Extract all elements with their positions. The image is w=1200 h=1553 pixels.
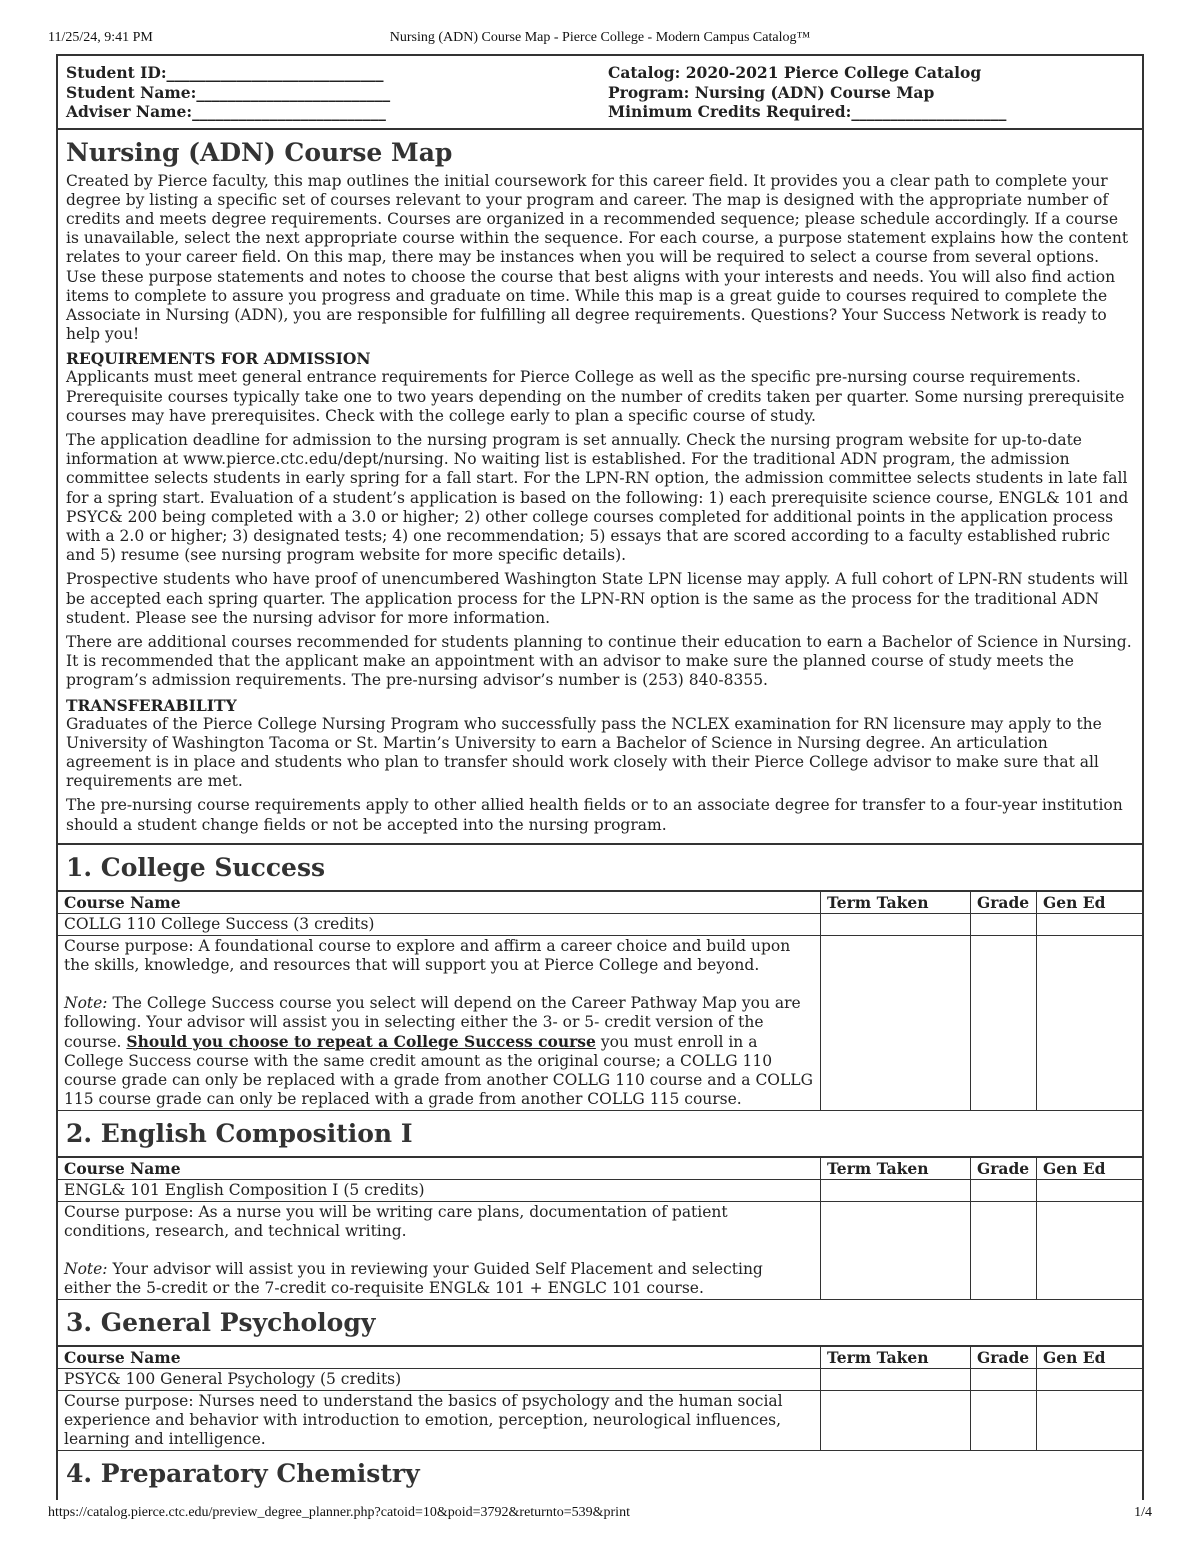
table-row — [58, 913, 1142, 935]
adviser-name-field: Adviser Name:_________________________ — [66, 102, 386, 121]
table-header-row — [58, 892, 1142, 914]
program-field: Program: Nursing (ADN) Course Map — [608, 82, 935, 102]
print-url: https://catalog.pierce.ctc.edu/preview_degree_planner.php?catoid=10&poid=3792&returnto=539&print — [48, 1505, 630, 1520]
grade-cell — [971, 1390, 1037, 1450]
gen-ed-cell — [1037, 913, 1143, 935]
section-title: 4. Preparatory Chemistry — [66, 1458, 420, 1488]
admission-paragraph-2: The application deadline for admission to the nursing program is set annually. Check the nursing program website for up-to-date information at www.pierce.ctc.edu/dept/nursing. No waiting list is established. For the traditional ADN program, the admission committee selects students in early spring for a fall start. For the LPN-RN option, the admission committee selects students in late fall for a spring start. Evaluation of a student’s application is based on the following: 1) each prerequisite science course, ENGL& 101 and PSYC& 200 being completed with a 3.0 or higher; 2) other college courses completed for additional points in the application process with a 2.0 or higher; 3) designated tests; 4) one recommendation; 5) essays that are scored according to a faculty established rubric and 5) resume (see nursing program website for more specific details). — [66, 430, 1129, 565]
student-info-block — [58, 56, 1142, 130]
column-gen-ed: Gen Ed — [1037, 1347, 1143, 1369]
course-purpose-cell — [58, 1201, 821, 1299]
catalog-field: Catalog: 2020-2021 Pierce College Catalog — [608, 63, 982, 82]
table-row — [58, 1390, 1142, 1450]
course-name-cell: PSYC& 100 General Psychology (5 credits) — [58, 1368, 821, 1390]
course-map-frame — [56, 54, 1144, 1500]
admission-paragraph-3: Prospective students who have proof of unencumbered Washington State LPN license may apply. A full cohort of LPN-RN students will be accepted each spring quarter. The application process for the LPN-RN option is the same as the process for the traditional ADN student. Please see the nursing advisor for more information. — [66, 570, 1129, 627]
print-header — [48, 30, 1152, 50]
course-table — [58, 1347, 1142, 1451]
column-grade: Grade — [971, 892, 1037, 914]
student-info-right — [608, 63, 1134, 122]
course-name-cell: ENGL& 101 English Composition I (5 credits) — [58, 1179, 821, 1201]
print-datetime: 11/25/24, 9:41 PM — [48, 30, 153, 45]
column-grade: Grade — [971, 1158, 1037, 1180]
overview-paragraph: Created by Pierce faculty, this map outlines the initial coursework for this career field. It provides you a clear path to complete your degree by listing a specific set of courses relevant to your program and career. The map is designed with the appropriate number of credits and meets degree requirements. Courses are organized in a recommended sequence; please schedule accordingly. If a course is unavailable, select the next appropriate course within the sequence. For each course, a purpose statement explains how the content relates to your career field. On this map, there may be instances when you will be required to select a course from several options. Use these purpose statements and notes to choose the course that best aligns with your interests and needs. You will also find action items to complete to assure you progress and graduate on time. While this map is a great guide to courses required to complete the Associate in Nursing (ADN), you are responsible for fulfilling all degree requirements. Questions? Your Success Network is ready to help you! — [66, 171, 1129, 344]
note-text: Your advisor will assist you in reviewing your Guided Self Placement and selecting either the 5-credit or the 7-credit co-requisite ENGL& 101 + ENGLC 101 course. — [64, 1259, 763, 1297]
grade-cell — [971, 913, 1037, 935]
course-purpose-cell — [58, 935, 821, 1110]
term-cell — [821, 913, 971, 935]
table-row — [58, 1179, 1142, 1201]
note-label: Note: — [64, 993, 108, 1012]
table-row — [58, 1201, 1142, 1299]
term-cell — [821, 1390, 971, 1450]
page-title: Nursing (ADN) Course Map — [66, 137, 453, 167]
course-table — [58, 1158, 1142, 1300]
admission-paragraph-4: There are additional courses recommended for students planning to continue their education to earn a Bachelor of Science in Nursing. It is recommended that the applicant make an appointment with an advisor to make sure the planned course of study meets the program’s admission requirements. The pre-nursing advisor’s number is (253) 840-8355. — [66, 632, 1132, 690]
course-purpose-text: Course purpose: As a nurse you will be writing care plans, documentation of patient conditions, research, and technical writing. — [64, 1202, 728, 1240]
course-purpose-cell — [58, 1390, 821, 1450]
grade-cell — [971, 935, 1037, 1110]
section-title: 2. English Composition I — [58, 1111, 1142, 1158]
column-term-taken: Term Taken — [821, 1347, 971, 1369]
transfer-heading: TRANSFERABILITY — [66, 695, 237, 715]
course-name-cell: COLLG 110 College Success (3 credits) — [58, 913, 821, 935]
course-purpose-text: Course purpose: A foundational course to explore and affirm a career choice and build upon the skills, knowledge, and resources that will support you at Pierce College and beyond. — [64, 936, 791, 974]
column-term-taken: Term Taken — [821, 1158, 971, 1180]
print-footer — [48, 1505, 1152, 1525]
term-cell — [821, 1368, 971, 1390]
course-purpose-text: Course purpose: Nurses need to understand the basics of psychology and the human social experience and behavior with introduction to emotion, perception, neurological influences, learning and intelligence. — [64, 1391, 783, 1448]
section-title: 3. General Psychology — [58, 1300, 1142, 1347]
gen-ed-cell — [1037, 1390, 1143, 1450]
column-term-taken: Term Taken — [821, 892, 971, 914]
course-note — [64, 1260, 814, 1298]
grade-cell — [971, 1179, 1037, 1201]
admission-heading: REQUIREMENTS FOR ADMISSION — [66, 349, 371, 369]
table-header-row — [58, 1347, 1142, 1369]
column-gen-ed: Gen Ed — [1037, 892, 1143, 914]
gen-ed-cell — [1037, 1201, 1143, 1299]
grade-cell — [971, 1201, 1037, 1299]
student-name-field: Student Name:_________________________ — [66, 82, 391, 102]
note-label: Note: — [64, 1259, 108, 1278]
note-text-continued: you must enroll in a College Success course with the same credit amount as the original course; a COLLG 110 course grade can only be replaced with a grade from another COLLG 110 course and a COLLG 115 course grade can only be replaced with a grade from another COLLG 115 course. — [64, 1032, 813, 1108]
term-cell — [821, 1179, 971, 1201]
table-row — [58, 935, 1142, 1110]
min-credits-field: Minimum Credits Required:____________________ — [608, 102, 1007, 121]
term-cell — [821, 1201, 971, 1299]
column-course-name: Course Name — [58, 892, 821, 914]
intro-section — [58, 130, 1142, 845]
transfer-paragraph-2: The pre-nursing course requirements apply to other allied health fields or to an associate degree for transfer to a four-year institution should a student change fields or not be accepted into the nursing program. — [66, 796, 1123, 834]
student-id-field: Student ID:____________________________ — [66, 63, 384, 82]
column-course-name: Course Name — [58, 1347, 821, 1369]
course-table — [58, 892, 1142, 1111]
column-grade: Grade — [971, 1347, 1037, 1369]
grade-cell — [971, 1368, 1037, 1390]
repeat-college-success-link[interactable]: Should you choose to repeat a College Success course — [126, 1031, 596, 1051]
table-header-row — [58, 1158, 1142, 1180]
table-row — [58, 1368, 1142, 1390]
gen-ed-cell — [1037, 935, 1143, 1110]
transfer-paragraph-1: Graduates of the Pierce College Nursing Program who successfully pass the NCLEX examination for RN licensure may apply to the University of Washington Tacoma or St. Martin’s University to earn a Bachelor of Science in Nursing degree. An articulation agreement is in place and students who plan to transfer should work closely with their Pierce College advisor to make sure that all requirements are met. — [66, 714, 1102, 791]
student-info-left — [66, 63, 608, 122]
gen-ed-cell — [1037, 1179, 1143, 1201]
course-note — [64, 994, 814, 1109]
page-number: 1/4 — [1134, 1505, 1152, 1520]
print-document-title: Nursing (ADN) Course Map - Pierce College - Modern Campus Catalog™ — [389, 30, 811, 45]
gen-ed-cell — [1037, 1368, 1143, 1390]
term-cell — [821, 935, 971, 1110]
section-title: 1. College Success — [58, 845, 1142, 892]
note-text: The College Success course you select will depend on the Career Pathway Map you are following. Your advisor will assist you in selecting either the 3- or 5- credit version of the course. — [64, 993, 801, 1051]
column-course-name: Course Name — [58, 1158, 821, 1180]
column-gen-ed: Gen Ed — [1037, 1158, 1143, 1180]
admission-paragraph-1: Applicants must meet general entrance requirements for Pierce College as well as the specific pre-nursing course requirements. Prerequisite courses typically take one to two years depending on the number of credits taken per quarter. Some nursing prerequisite courses may have prerequisites. Check with the college early to plan a specific course of study. — [66, 368, 1125, 425]
